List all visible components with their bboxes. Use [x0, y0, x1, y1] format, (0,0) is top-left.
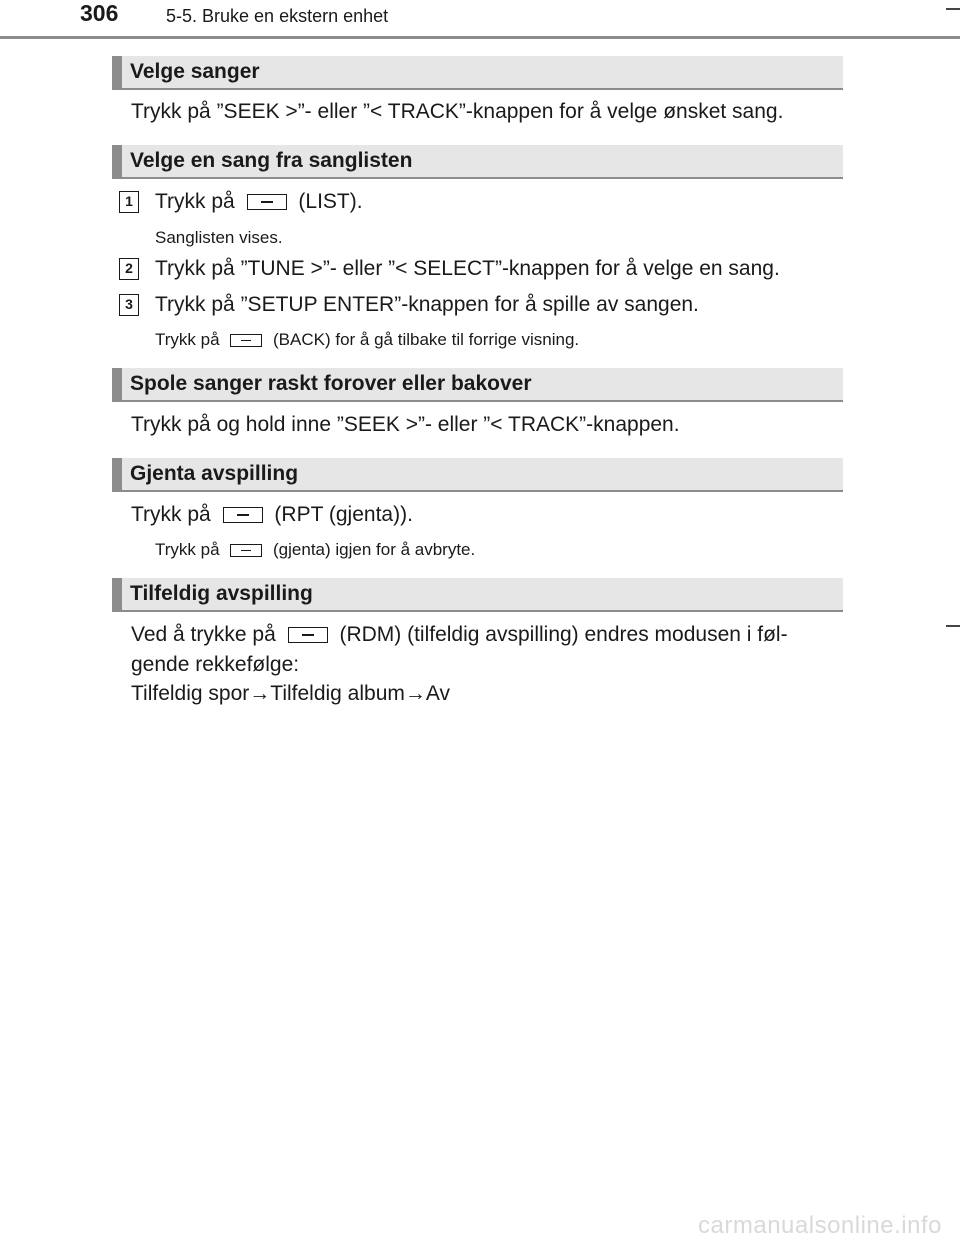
radio-button-icon — [288, 627, 328, 643]
step-number-2: 2 — [119, 258, 139, 280]
section-heading-spole — [112, 368, 843, 402]
step-3-text: Trykk på ”SETUP ENTER”-knappen for å spille av sangen. — [155, 293, 699, 316]
repeat-text-a: Trykk på — [131, 503, 211, 526]
repeat-text-b: (RPT (gjenta)). — [274, 503, 413, 526]
section-title: Velge en sang fra sanglisten — [130, 149, 413, 172]
random-text-line-1 — [131, 623, 788, 647]
random-sequence: Tilfeldig spor→Tilfeldig album→Av — [131, 682, 451, 705]
step-1-note: Sanglisten vises. — [155, 228, 283, 247]
radio-button-icon — [230, 334, 262, 347]
radio-button-icon — [223, 507, 263, 523]
chapter-title: 5-5. Bruke en ekstern enhet — [166, 6, 389, 26]
radio-button-icon — [230, 544, 262, 557]
repeat-note — [155, 540, 475, 560]
crop-mark — [946, 8, 960, 10]
repeat-note-b: (gjenta) igjen for å avbryte. — [273, 540, 476, 559]
section-title: Spole sanger raskt forover eller bakover — [130, 372, 532, 395]
step-number-1: 1 — [119, 191, 139, 213]
step-3-note — [155, 330, 579, 350]
paragraph: Trykk på og hold inne ”SEEK >”- eller ”< TRACK”-knappen. — [131, 413, 680, 436]
step-2-text: Trykk på ”TUNE >”- eller ”< SELECT”-knappen for å velge en sang. — [155, 257, 780, 280]
crop-mark — [946, 625, 960, 627]
paragraph: Trykk på ”SEEK >”- eller ”< TRACK”-knappen for å velge ønsket sang. — [131, 100, 784, 123]
radio-button-icon — [247, 194, 287, 210]
repeat-text — [131, 503, 413, 527]
random-text-b: (RDM) (tilfeldig avspilling) endres modusen i føl- — [339, 623, 788, 646]
header-rule — [0, 36, 960, 39]
section-heading-tilfeldig — [112, 578, 843, 612]
section-heading-velge-sanger — [112, 56, 843, 90]
step-3-note-b: (BACK) for å gå tilbake til forrige visning. — [273, 330, 580, 349]
watermark: carmanualsonline.info — [698, 1212, 942, 1239]
step-number-3: 3 — [119, 294, 139, 316]
section-title: Tilfeldig avspilling — [130, 582, 313, 605]
random-text-a: Ved å trykke på — [131, 623, 276, 646]
section-title: Velge sanger — [130, 60, 260, 83]
page-number: 306 — [80, 0, 119, 26]
repeat-note-a: Trykk på — [155, 540, 220, 559]
step-1-text — [155, 190, 363, 214]
step-3-note-a: Trykk på — [155, 330, 220, 349]
step-1-text-b: (LIST). — [298, 190, 363, 213]
page-header — [0, 0, 960, 40]
section-title: Gjenta avspilling — [130, 462, 299, 485]
section-heading-gjenta — [112, 458, 843, 492]
section-heading-velge-fra-liste — [112, 145, 843, 179]
random-text-line-2: gende rekkefølge: — [131, 653, 300, 676]
step-1-text-a: Trykk på — [155, 190, 235, 213]
